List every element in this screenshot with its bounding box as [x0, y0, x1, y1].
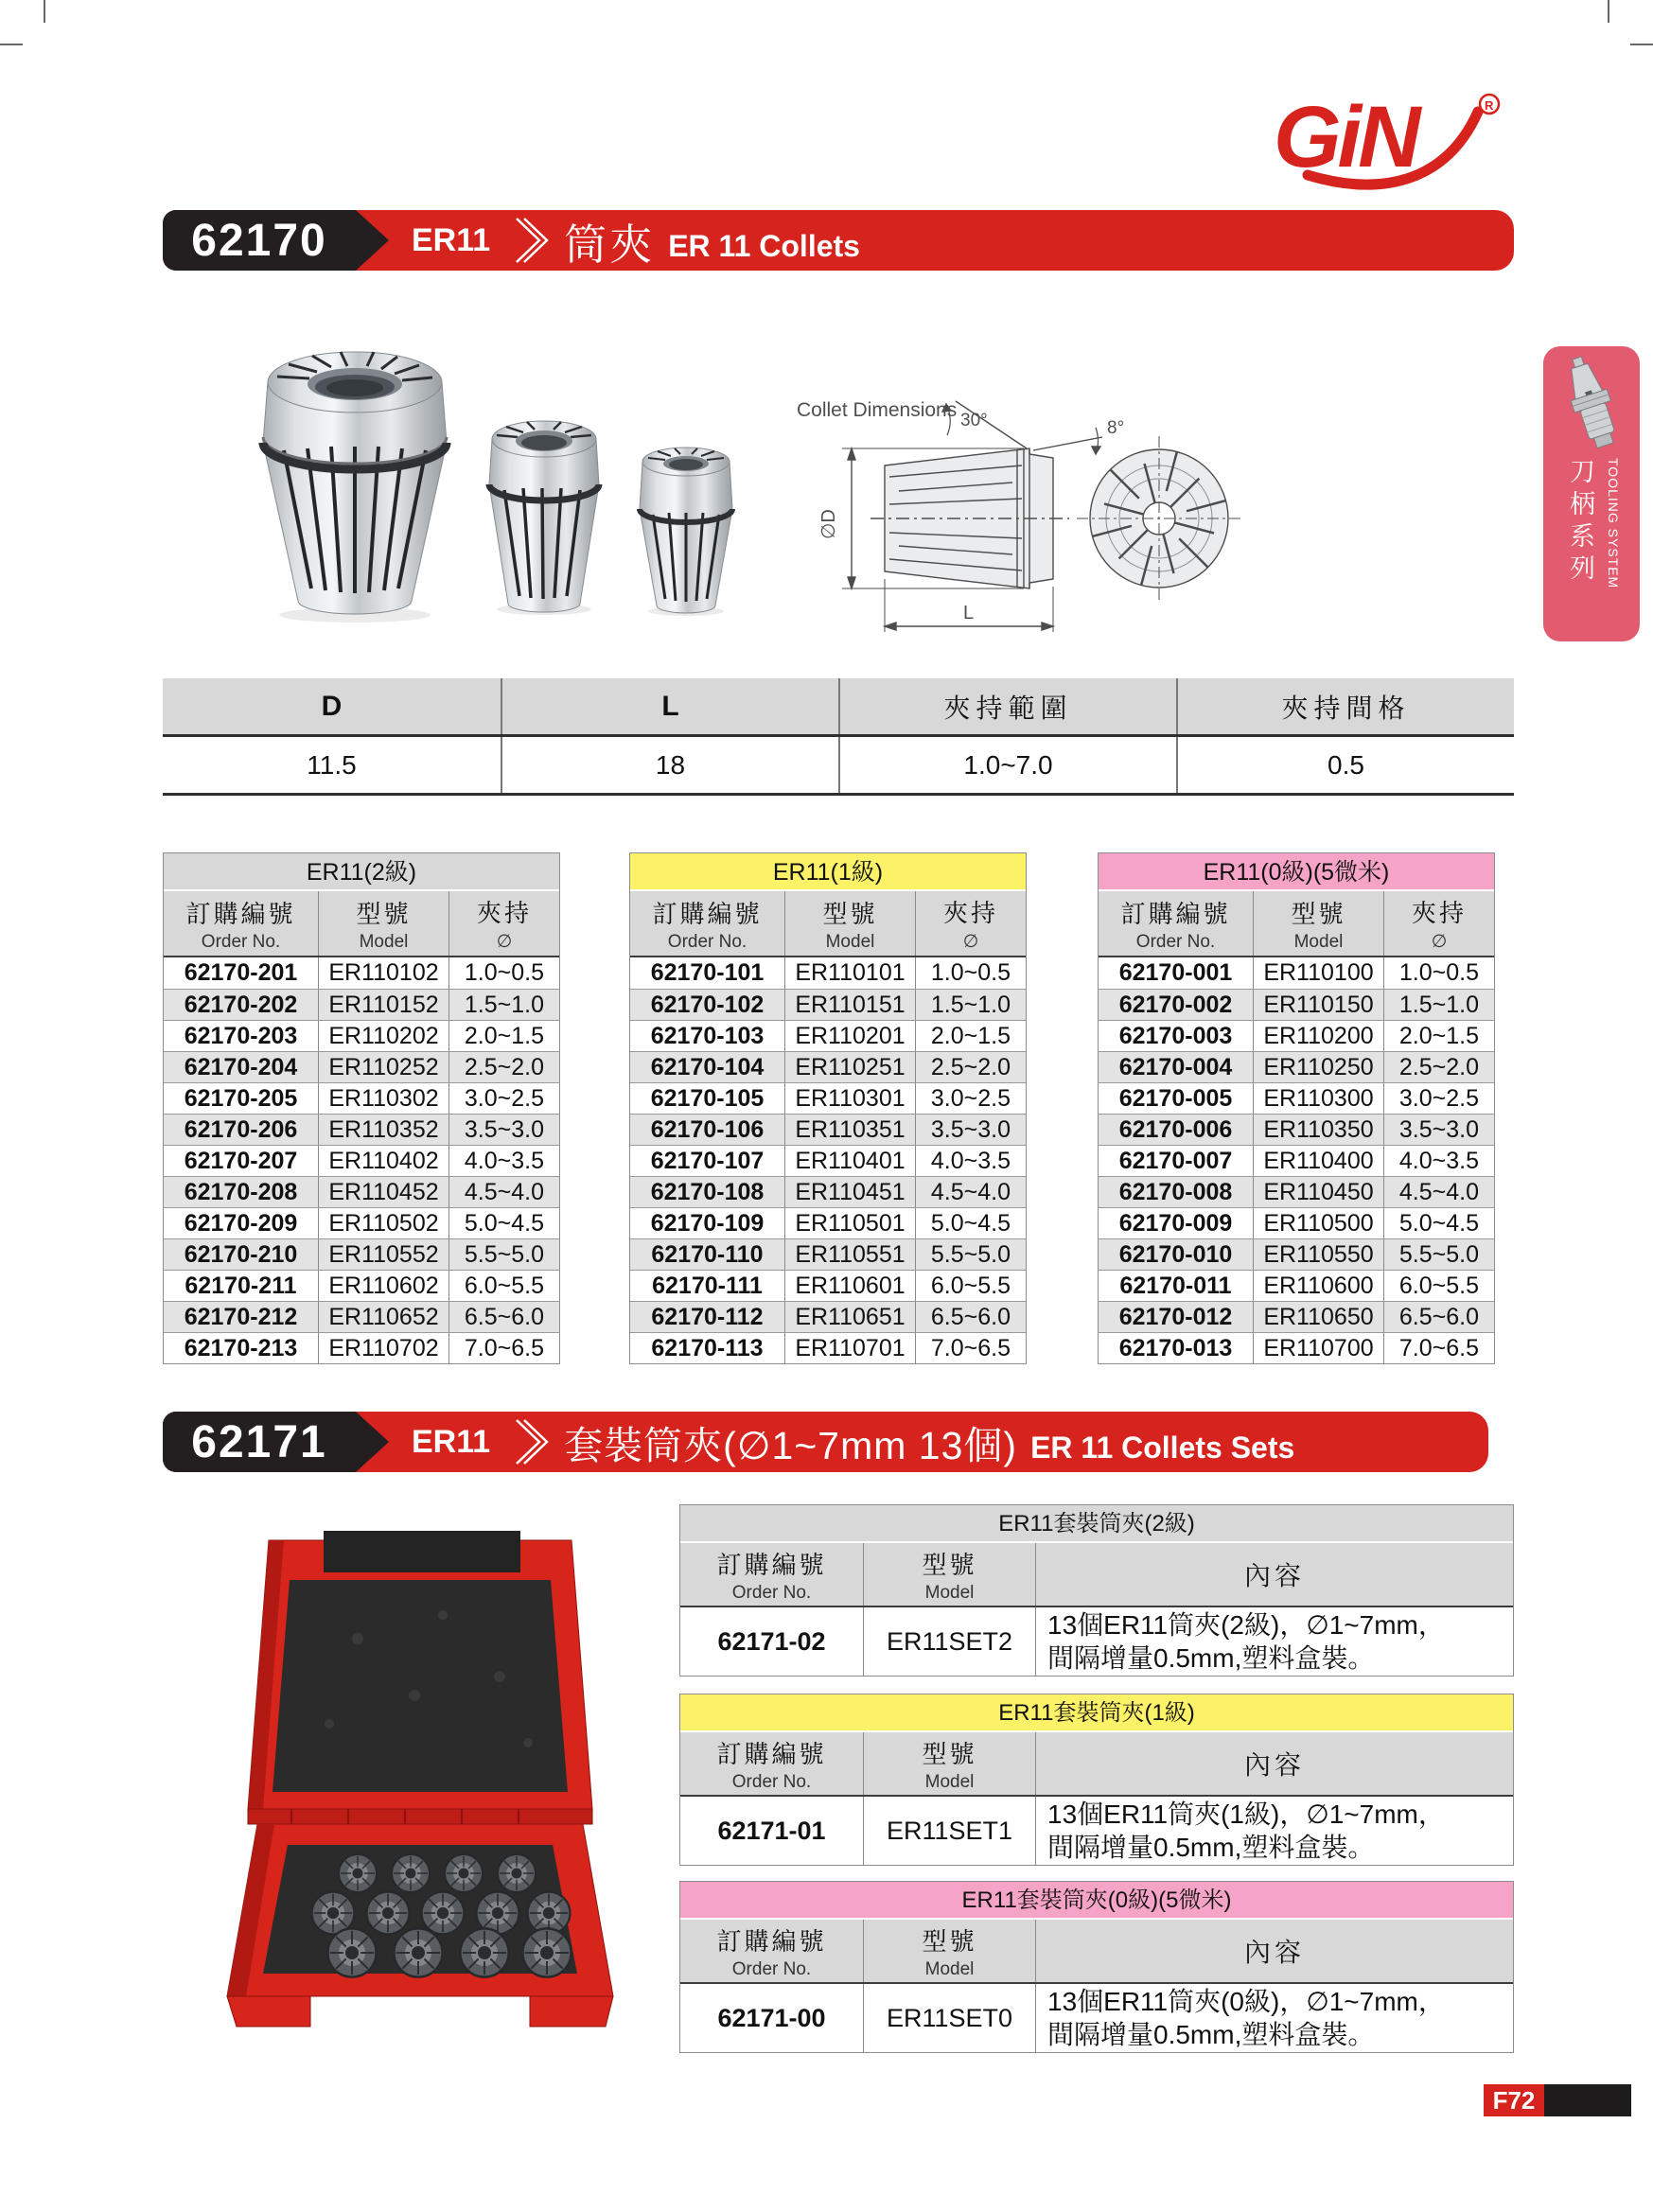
order-no: 62171-01	[717, 1816, 826, 1845]
header-model-zh: 型號	[922, 1739, 977, 1768]
clamp-range: 2.0~1.5	[1383, 1021, 1494, 1051]
order-no: 62170-113	[651, 1334, 764, 1361]
table-row	[1099, 1176, 1494, 1207]
table-row	[164, 1176, 559, 1207]
model: ER110502	[318, 1208, 448, 1238]
order-no: 62170-013	[1118, 1334, 1233, 1361]
section-title-en: ER 11 Collets Sets	[1030, 1430, 1295, 1465]
val-clamp-range: 1.0~7.0	[838, 737, 1176, 793]
order-no: 62171-02	[717, 1626, 826, 1656]
table-row	[164, 1145, 559, 1176]
series-label: ER11	[412, 1423, 491, 1460]
clamp-range: 7.0~6.5	[915, 1333, 1026, 1363]
clamp-range: 1.5~1.0	[448, 990, 559, 1020]
model: ER110250	[1253, 1052, 1383, 1082]
header-order-en: Order No.	[667, 931, 747, 952]
clamp-range: 5.5~5.0	[448, 1239, 559, 1270]
tooling-system-tab	[1543, 346, 1640, 641]
model: ER110301	[784, 1083, 915, 1114]
model: ER110700	[1253, 1333, 1383, 1363]
model: ER110252	[318, 1052, 448, 1082]
col-clamp-range: 夾持範圍	[838, 678, 1176, 734]
order-no: 62170-202	[184, 991, 298, 1018]
set-table-row	[680, 1797, 1513, 1865]
header-order-zh: 訂購編號	[716, 1550, 827, 1579]
collet-table-grade0	[1098, 852, 1495, 1364]
clamp-range: 5.0~4.5	[915, 1208, 1026, 1238]
page-number-badge: F72	[1484, 2084, 1544, 2116]
header-clamp-zh: 夾持	[942, 899, 998, 927]
header-clamp-sym: ∅	[1431, 932, 1448, 952]
table-row	[630, 1082, 1026, 1114]
order-no: 62170-101	[650, 959, 765, 986]
order-no: 62170-103	[650, 1022, 765, 1049]
clamp-range: 5.0~4.5	[1383, 1208, 1494, 1238]
collet-medium	[489, 421, 599, 612]
table-row	[1099, 1020, 1494, 1051]
header-model-zh: 型號	[922, 1550, 977, 1579]
model: ER110102	[318, 957, 448, 989]
model: ER110151	[784, 990, 915, 1020]
table-body	[630, 957, 1026, 1363]
model: ER110450	[1253, 1177, 1383, 1207]
badge-arrow	[356, 210, 389, 271]
table-row	[164, 1051, 559, 1082]
table-row	[164, 1238, 559, 1270]
clamp-range: 6.5~6.0	[1383, 1302, 1494, 1332]
order-no: 62170-012	[1118, 1303, 1233, 1330]
crop-mark	[44, 0, 45, 23]
model: ER110251	[784, 1052, 915, 1082]
section-code: 62171	[191, 1416, 327, 1467]
model: ER110150	[1253, 990, 1383, 1020]
model: ER110500	[1253, 1208, 1383, 1238]
header-content: 內容	[1243, 1750, 1305, 1780]
order-no: 62170-212	[184, 1303, 298, 1330]
model: ER110600	[1253, 1271, 1383, 1301]
header-model-zh: 型號	[1291, 899, 1346, 928]
table-row	[164, 1114, 559, 1145]
table-row	[1099, 1051, 1494, 1082]
chevron-right-icon	[515, 1417, 549, 1466]
order-no: 62170-204	[184, 1053, 298, 1080]
model: ER110401	[784, 1146, 915, 1176]
header-order-en: Order No.	[1135, 931, 1216, 952]
badge-arrow	[356, 1412, 389, 1472]
clamp-range: 3.5~3.0	[915, 1115, 1026, 1145]
table-row	[630, 989, 1026, 1020]
table-row	[630, 1020, 1026, 1051]
val-l: 18	[501, 737, 838, 793]
model: ER110350	[1253, 1115, 1383, 1145]
collets-photo	[222, 331, 752, 624]
gin-logo	[1266, 83, 1504, 195]
collet-table-grade1	[629, 852, 1027, 1364]
order-no: 62170-102	[650, 991, 765, 1018]
section-banner-62171	[163, 1412, 1488, 1472]
header-clamp-sym: ∅	[962, 932, 979, 952]
model: ER110300	[1253, 1083, 1383, 1114]
order-no: 62170-001	[1118, 959, 1233, 986]
tab-text	[1562, 458, 1621, 588]
table-header	[1099, 891, 1494, 957]
model: ER110550	[1253, 1239, 1383, 1270]
set-table-grade2	[679, 1504, 1514, 1677]
set-table-grade1	[679, 1694, 1514, 1866]
model: ER110352	[318, 1115, 448, 1145]
clamp-range: 2.5~2.0	[915, 1052, 1026, 1082]
set-table-header	[680, 1920, 1513, 1984]
header-order-en: Order No.	[201, 931, 281, 952]
angle-8-label: 8°	[1107, 418, 1125, 438]
col-clamp-step: 夾持間格	[1176, 678, 1514, 734]
model: ER110452	[318, 1177, 448, 1207]
set-table-row	[680, 1984, 1513, 2052]
table-row	[630, 1270, 1026, 1301]
table-row	[164, 989, 559, 1020]
clamp-range: 3.0~2.5	[1383, 1083, 1494, 1114]
clamp-range: 4.0~3.5	[915, 1146, 1026, 1176]
model: ER110501	[784, 1208, 915, 1238]
clamp-range: 3.5~3.0	[1383, 1115, 1494, 1145]
table-row	[630, 1176, 1026, 1207]
model: ER11SET2	[863, 1607, 1035, 1676]
table-title: ER11(1級)	[630, 853, 1026, 891]
header-model-en: Model	[924, 1958, 975, 1979]
order-no: 62170-105	[650, 1084, 765, 1112]
model: ER110200	[1253, 1021, 1383, 1051]
collet-large	[263, 352, 447, 614]
order-no: 62170-008	[1118, 1178, 1233, 1205]
dimension-table-values	[163, 737, 1514, 796]
dimension-table-header	[163, 678, 1514, 737]
table-row	[164, 1270, 559, 1301]
model: ER110402	[318, 1146, 448, 1176]
order-no: 62170-005	[1118, 1084, 1233, 1112]
clamp-range: 6.5~6.0	[448, 1302, 559, 1332]
desc-line1: 13個ER11筒夾(0級)，∅1~7mm，	[1047, 1987, 1445, 2016]
clamp-range: 1.0~0.5	[915, 957, 1026, 989]
col-d: D	[321, 690, 343, 722]
clamp-range: 1.5~1.0	[915, 990, 1026, 1020]
model: ER110551	[784, 1239, 915, 1270]
tool-holder-icon	[1560, 352, 1623, 454]
table-row	[1099, 1082, 1494, 1114]
table-row	[1099, 1238, 1494, 1270]
table-row	[164, 957, 559, 989]
table-row	[1099, 1332, 1494, 1363]
section-banner-62170	[163, 210, 1514, 271]
page-number-bar	[1544, 2084, 1631, 2116]
set-description	[1035, 1984, 1513, 2052]
crop-mark	[1608, 0, 1609, 23]
header-model-en: Model	[359, 931, 409, 952]
val-d: 11.5	[307, 749, 357, 780]
table-body	[1099, 957, 1494, 1363]
model: ER110701	[784, 1333, 915, 1363]
header-content: 內容	[1243, 1938, 1305, 1967]
clamp-range: 5.5~5.0	[915, 1239, 1026, 1270]
box-handle	[324, 1531, 520, 1572]
order-no: 62170-206	[184, 1115, 298, 1143]
order-no: 62170-010	[1118, 1240, 1233, 1268]
order-no: 62170-004	[1118, 1053, 1233, 1080]
header-clamp-zh: 夾持	[476, 899, 532, 927]
table-body	[164, 957, 559, 1363]
diameter-label: ∅D	[818, 509, 839, 539]
table-row	[1099, 957, 1494, 989]
order-no: 62170-011	[1119, 1272, 1232, 1299]
order-no: 62170-007	[1118, 1147, 1233, 1174]
val-clamp-step: 0.5	[1176, 737, 1514, 793]
set-table-row	[680, 1607, 1513, 1676]
crop-mark	[0, 44, 23, 45]
clamp-range: 3.0~2.5	[448, 1083, 559, 1114]
table-row	[630, 1332, 1026, 1363]
table-row	[630, 1145, 1026, 1176]
clamp-range: 4.5~4.0	[915, 1177, 1026, 1207]
model: ER110201	[784, 1021, 915, 1051]
model: ER110451	[784, 1177, 915, 1207]
set-table-title: ER11套裝筒夾(0級)(5微米)	[680, 1882, 1513, 1920]
header-order-en: Order No.	[731, 1771, 812, 1792]
order-no: 62170-203	[184, 1022, 298, 1049]
order-no: 62170-110	[651, 1240, 764, 1268]
registered-mark-letter: R	[1485, 98, 1494, 113]
clamp-range: 2.0~1.5	[915, 1021, 1026, 1051]
table-header	[630, 891, 1026, 957]
table-row	[164, 1207, 559, 1238]
table-row	[1099, 1301, 1494, 1332]
clamp-range: 1.0~0.5	[448, 957, 559, 989]
order-no: 62170-111	[652, 1272, 763, 1299]
clamp-range: 7.0~6.5	[1383, 1333, 1494, 1363]
section-code: 62170	[191, 215, 327, 266]
model: ER110602	[318, 1271, 448, 1301]
set-description	[1035, 1607, 1513, 1676]
table-row	[164, 1082, 559, 1114]
order-no: 62170-213	[184, 1334, 298, 1361]
desc-line1: 13個ER11筒夾(2級)，∅1~7mm，	[1047, 1610, 1445, 1640]
collet-set-box-photo	[216, 1525, 624, 2031]
clamp-range: 5.0~4.5	[448, 1208, 559, 1238]
header-order-zh: 訂購編號	[185, 899, 296, 928]
clamp-range: 3.5~3.0	[448, 1115, 559, 1145]
order-no: 62170-201	[184, 959, 298, 986]
table-row	[630, 957, 1026, 989]
clamp-range: 3.0~2.5	[915, 1083, 1026, 1114]
section-title-zh: 套裝筒夾(∅1~7mm 13個)	[564, 1423, 1018, 1467]
desc-line1: 13個ER11筒夾(1級)，∅1~7mm，	[1047, 1799, 1445, 1829]
set-description	[1035, 1797, 1513, 1865]
angle-30-label: 30°	[960, 411, 988, 430]
header-order-zh: 訂購編號	[1120, 899, 1231, 928]
clamp-range: 2.0~1.5	[448, 1021, 559, 1051]
order-no: 62170-211	[185, 1272, 297, 1299]
model: ER110202	[318, 1021, 448, 1051]
order-no: 62170-003	[1118, 1022, 1233, 1049]
table-row	[630, 1301, 1026, 1332]
set-table-title: ER11套裝筒夾(2級)	[680, 1505, 1513, 1543]
collet-dimensions-drawing	[785, 378, 1315, 653]
model: ER110702	[318, 1333, 448, 1363]
logo-text: GiN	[1274, 89, 1417, 185]
clamp-range: 6.5~6.0	[915, 1302, 1026, 1332]
model: ER110400	[1253, 1146, 1383, 1176]
order-no: 62170-109	[650, 1209, 765, 1237]
header-content: 內容	[1243, 1561, 1305, 1590]
tab-label-en: TOOLING SYSTEM	[1606, 458, 1621, 589]
clamp-range: 6.0~5.5	[915, 1271, 1026, 1301]
model: ER110650	[1253, 1302, 1383, 1332]
order-no: 62170-112	[651, 1303, 764, 1330]
section-code-badge	[163, 1412, 356, 1472]
table-row	[164, 1301, 559, 1332]
order-no: 62170-208	[184, 1178, 298, 1205]
model: ER110152	[318, 990, 448, 1020]
collet-small	[640, 448, 732, 613]
tab-label-zh: 刀柄系列	[1566, 458, 1594, 587]
header-order-zh: 訂購編號	[652, 899, 763, 928]
order-no: 62170-209	[184, 1209, 298, 1237]
order-no: 62170-207	[184, 1147, 298, 1174]
order-no: 62170-106	[650, 1115, 765, 1143]
header-model-en: Model	[1293, 931, 1344, 952]
header-clamp-sym: ∅	[496, 932, 513, 952]
series-label: ER11	[412, 221, 491, 258]
order-no: 62170-009	[1118, 1209, 1233, 1237]
model: ER11SET0	[863, 1984, 1035, 2052]
section-code-badge	[163, 210, 356, 271]
collet-table-grade2	[163, 852, 560, 1364]
header-order-en: Order No.	[731, 1582, 812, 1603]
clamp-range: 4.0~3.5	[448, 1146, 559, 1176]
set-table-grade0	[679, 1881, 1514, 2053]
header-order-zh: 訂購編號	[716, 1739, 827, 1768]
col-l: L	[501, 678, 838, 734]
order-no: 62171-00	[717, 2003, 826, 2032]
dimension-table	[163, 678, 1514, 796]
header-model-en: Model	[924, 1582, 975, 1603]
order-no: 62170-104	[650, 1053, 765, 1080]
model: ER110302	[318, 1083, 448, 1114]
set-table-header	[680, 1543, 1513, 1607]
header-model-en: Model	[825, 931, 875, 952]
model: ER110652	[318, 1302, 448, 1332]
header-model-zh: 型號	[822, 899, 878, 928]
desc-line2: 間隔增量0.5mm,塑料盒裝。	[1047, 1643, 1375, 1673]
order-no: 62170-107	[650, 1147, 765, 1174]
clamp-range: 1.0~0.5	[1383, 957, 1494, 989]
clamp-range: 1.5~1.0	[1383, 990, 1494, 1020]
clamp-range: 5.5~5.0	[1383, 1239, 1494, 1270]
table-row	[1099, 1207, 1494, 1238]
clamp-range: 6.0~5.5	[448, 1271, 559, 1301]
header-model-zh: 型號	[356, 899, 412, 928]
clamp-range: 4.0~3.5	[1383, 1146, 1494, 1176]
drawing-title: Collet Dimensions	[797, 399, 958, 421]
header-order-en: Order No.	[731, 1958, 812, 1979]
desc-line2: 間隔增量0.5mm,塑料盒裝。	[1047, 1833, 1375, 1862]
chevron-right-icon	[515, 216, 549, 265]
table-title: ER11(2級)	[164, 853, 559, 891]
clamp-range: 4.5~4.0	[448, 1177, 559, 1207]
table-row	[1099, 989, 1494, 1020]
table-row	[1099, 1145, 1494, 1176]
model: ER110351	[784, 1115, 915, 1145]
order-no: 62170-210	[184, 1240, 298, 1268]
model: ER110100	[1253, 957, 1383, 989]
model: ER110101	[784, 957, 915, 989]
clamp-range: 7.0~6.5	[448, 1333, 559, 1363]
header-model-en: Model	[924, 1771, 975, 1792]
clamp-range: 2.5~2.0	[1383, 1052, 1494, 1082]
table-row	[630, 1238, 1026, 1270]
order-no: 62170-006	[1118, 1115, 1233, 1143]
length-label: L	[963, 603, 975, 623]
table-row	[164, 1020, 559, 1051]
table-row	[630, 1207, 1026, 1238]
model: ER110552	[318, 1239, 448, 1270]
model: ER110601	[784, 1271, 915, 1301]
order-no: 62170-205	[184, 1084, 298, 1112]
clamp-range: 6.0~5.5	[1383, 1271, 1494, 1301]
order-no: 62170-108	[650, 1178, 765, 1205]
clamp-range: 4.5~4.0	[1383, 1177, 1494, 1207]
clamp-range: 2.5~2.0	[448, 1052, 559, 1082]
section-title-en: ER 11 Collets	[668, 228, 860, 263]
crop-mark	[1630, 44, 1653, 45]
table-title: ER11(0級)(5微米)	[1099, 853, 1494, 891]
table-row	[630, 1114, 1026, 1145]
table-row	[1099, 1270, 1494, 1301]
model: ER110651	[784, 1302, 915, 1332]
set-table-title: ER11套裝筒夾(1級)	[680, 1694, 1513, 1732]
header-clamp-zh: 夾持	[1411, 899, 1467, 927]
set-table-header	[680, 1732, 1513, 1797]
header-model-zh: 型號	[922, 1926, 977, 1956]
section-title-zh: 筒夾	[564, 219, 656, 269]
header-order-zh: 訂購編號	[716, 1926, 827, 1956]
model: ER11SET1	[863, 1797, 1035, 1865]
table-header	[164, 891, 559, 957]
table-row	[630, 1051, 1026, 1082]
table-row	[164, 1332, 559, 1363]
desc-line2: 間隔增量0.5mm,塑料盒裝。	[1047, 2020, 1375, 2049]
table-row	[1099, 1114, 1494, 1145]
order-no: 62170-002	[1118, 991, 1233, 1018]
